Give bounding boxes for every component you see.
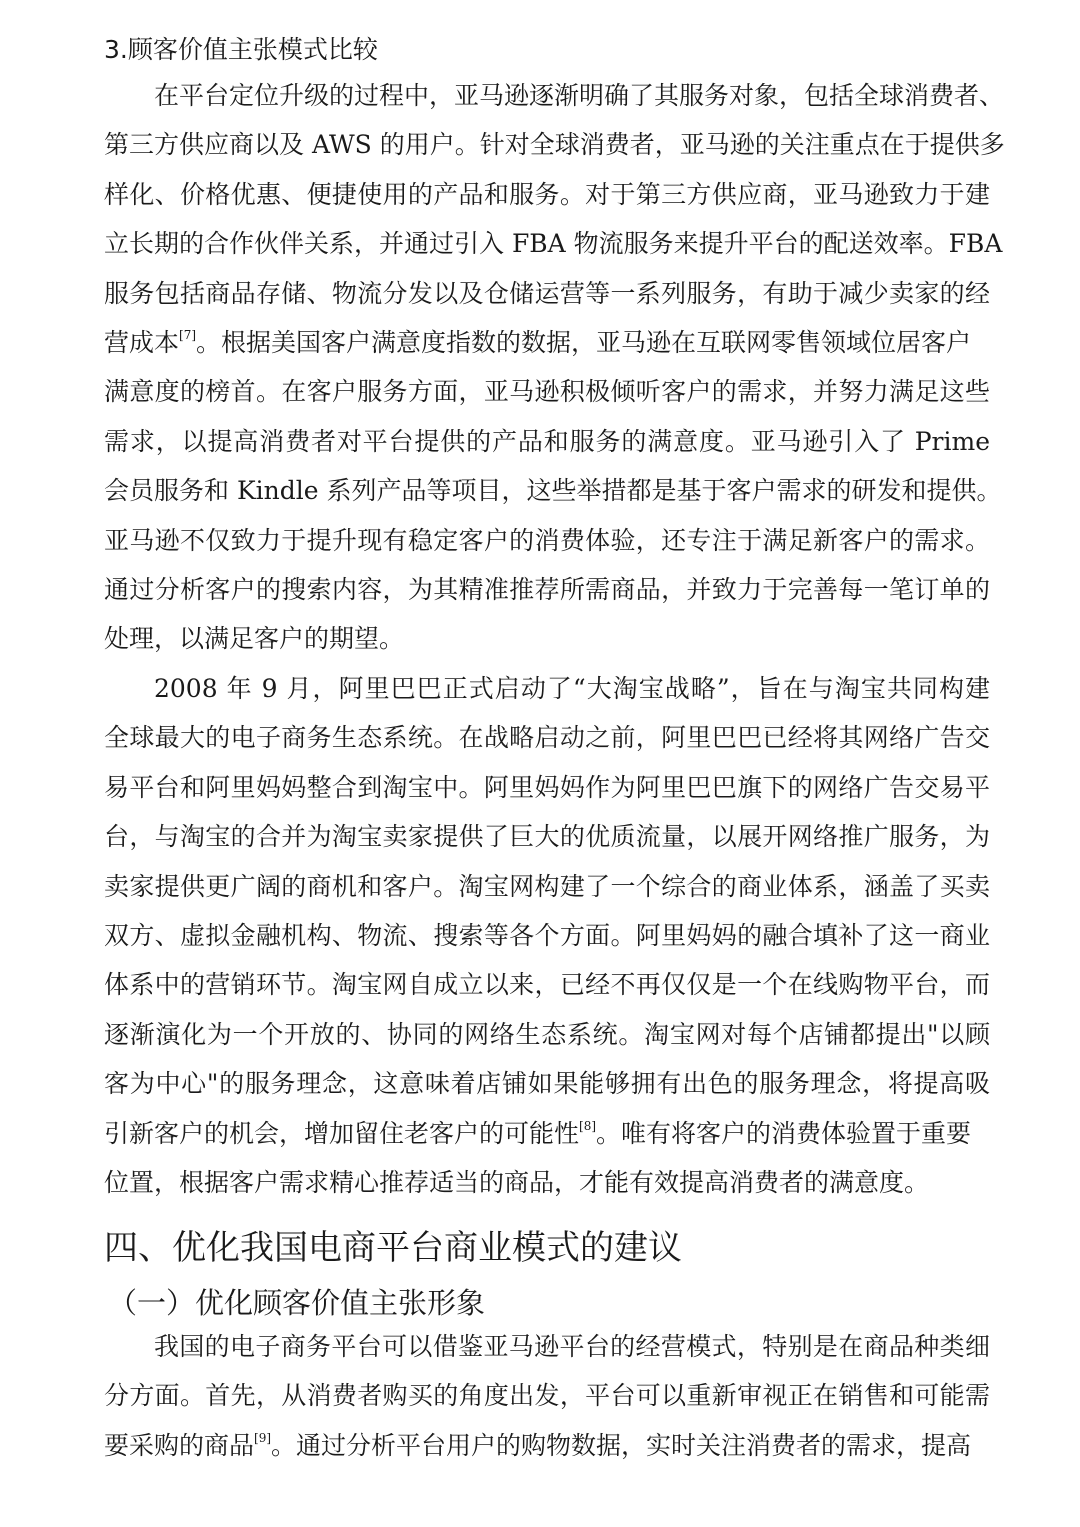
text-segment: 要采购的商品: [104, 1430, 255, 1460]
text-line: 分方面。首先，从消费者购买的角度出发，平台可以重新审视正在销售和可能需: [104, 1381, 990, 1411]
text-segment: 营成本: [104, 328, 180, 358]
text-line: 第三方供应商以及 AWS 的用户。针对全球消费者，亚马逊的关注重点在于提供多: [104, 130, 1005, 160]
text-segment: 。根据美国客户满意度指数的数据，亚马逊在互联网零售领域位居客户: [196, 328, 972, 358]
text-segment: 。通过分析平台用户的购物数据，实时关注消费者的需求，提高: [271, 1430, 972, 1460]
text-line: 逐渐演化为一个开放的、协同的网络生态系统。淘宝网对每个店铺都提出"以顾: [104, 1019, 990, 1049]
text-line: 立长期的合作伙伴关系，并通过引入 FBA 物流服务来提升平台的配送效率。FBA: [104, 229, 1003, 259]
citation-ref: [8]: [579, 1118, 597, 1133]
paragraph-amazon: [104, 71, 1005, 664]
text-line: 双方、虚拟金融机构、物流、搜索等各个方面。阿里妈妈的融合填补了这一商业: [104, 921, 990, 951]
text-segment: 。唯有将客户的消费体验置于重要: [596, 1118, 972, 1148]
paragraph-suggestion: [104, 1322, 990, 1470]
text-line: [104, 1109, 990, 1158]
section-title: （一）优化顾客价值主张形象: [108, 1286, 486, 1320]
text-line: 满意度的榜首。在客户服务方面，亚马逊积极倾听客户的需求，并努力满足这些: [104, 377, 990, 407]
text-line: 样化、价格优惠、便捷使用的产品和服务。对于第三方供应商，亚马逊致力于建: [104, 179, 990, 209]
text-line: 我国的电子商务平台可以借鉴亚马逊平台的经营模式，特别是在商品种类细: [154, 1332, 990, 1361]
text-line: 台，与淘宝的合并为淘宝卖家提供了巨大的优质流量，以展开网络推广服务，为: [104, 822, 990, 852]
text-line: 全球最大的电子商务生态系统。在战略启动之前，阿里巴巴已经将其网络广告交: [104, 723, 990, 753]
text-line: 体系中的营销环节。淘宝网自成立以来，已经不再仅仅是一个在线购物平台，而: [104, 970, 990, 1000]
text-line: 通过分析客户的搜索内容，为其精准推荐所需商品，并致力于完善每一笔订单的: [104, 575, 990, 605]
text-line: 易平台和阿里妈妈整合到淘宝中。阿里妈妈作为阿里巴巴旗下的网络广告交易平: [104, 772, 990, 802]
text-line: 客为中心"的服务理念，这意味着店铺如果能够拥有出色的服务理念，将提高吸: [104, 1069, 990, 1099]
subsection-title: 3.顾客价值主张模式比较: [104, 35, 378, 64]
text-line: [104, 318, 990, 367]
text-segment: 引新客户的机会，增加留住老客户的可能性: [104, 1118, 580, 1148]
text-line: 会员服务和 Kindle 系列产品等项目，这些举措都是基于客户需求的研发和提供。: [104, 476, 1002, 506]
text-line: 卖家提供更广阔的商机和客户。淘宝网构建了一个综合的商业体系，涵盖了买卖: [104, 871, 990, 901]
citation-ref: [7]: [179, 328, 197, 343]
paragraph-alibaba: [104, 664, 990, 1207]
text-line: 2008 年 9 月，阿里巴巴正式启动了“大淘宝战略”，旨在与淘宝共同构建: [154, 674, 990, 703]
text-line: 需求，以提高消费者对平台提供的产品和服务的满意度。亚马逊引入了 Prime: [104, 426, 990, 456]
citation-ref: [9]: [254, 1430, 272, 1445]
chapter-title: 四、优化我国电商平台商业模式的建议: [104, 1228, 682, 1268]
text-line: 处理，以满足客户的期望。: [104, 624, 405, 654]
text-line: 在平台定位升级的过程中，亚马逊逐渐明确了其服务对象，包括全球消费者、: [154, 81, 1005, 110]
text-line: 服务包括商品存储、物流分发以及仓储运营等一系列服务，有助于减少卖家的经: [104, 278, 990, 308]
text-line: [104, 1421, 990, 1470]
text-line: 亚马逊不仅致力于提升现有稳定客户的消费体验，还专注于满足新客户的需求。: [104, 525, 990, 555]
text-line: 位置，根据客户需求精心推荐适当的商品，才能有效提高消费者的满意度。: [104, 1168, 930, 1198]
